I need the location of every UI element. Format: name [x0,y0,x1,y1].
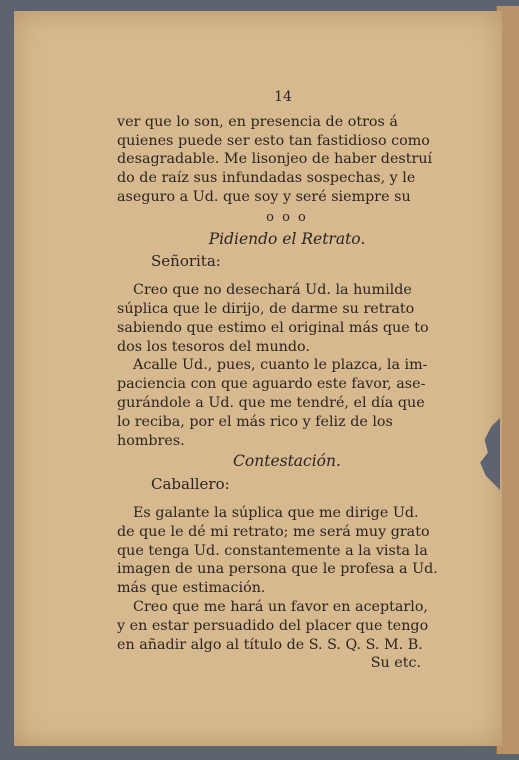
text-line: do de raíz sus infundadas sospechas, y le [117,170,416,187]
page-number: 14 [274,89,292,105]
section-ornament: o o o [266,209,308,225]
text-line: más que estimación. [117,580,266,597]
text-line: quienes puede ser esto tan fastidioso como [117,132,430,149]
paragraph-5 [117,598,457,654]
text-line: Es galante la súplica que me dirige Ud. [133,504,419,521]
salutation-caballero: Caballero: [151,475,230,494]
paragraph-4 [117,504,457,598]
text-line: aseguro a Ud. que soy y seré siempre su [117,188,411,205]
closing-line: Su etc. [370,655,421,672]
text-line: gurándole a Ud. que me tendré, el día que [117,394,425,411]
text-line: lo reciba, por el más rico y feliz de los [117,413,393,430]
text-line: Creo que no desechará Ud. la humilde [133,282,412,299]
text-line: ver que lo son, en presencia de otros á [117,113,398,130]
page-text [117,88,457,673]
section-heading-request: Pidiendo el Retrato. [208,229,366,248]
text-line: súplica que le dirijo, de darme su retrato [117,300,415,317]
paragraph-1 [117,113,457,207]
text-line: de que le dé mi retrato; me será muy grato [117,523,430,540]
text-line: en añadir algo al título de S. S. Q. S. M. B. [117,636,423,653]
text-line: hombres. [117,432,185,449]
text-line: que tenga Ud. constantemente a la vista la [117,542,428,559]
paragraph-3 [117,356,457,450]
text-line: paciencia con que aguardo este favor, ase- [117,376,426,393]
section-heading-reply: Contestación. [233,452,341,471]
paragraph-2 [117,281,457,356]
text-line: dos los tesoros del mundo. [117,338,310,355]
text-line: imagen de una persona que le profesa a Ud. [117,561,438,578]
salutation-senorita: Señorita: [151,252,221,271]
text-line: Acalle Ud., pues, cuanto le plazca, la im- [133,357,428,374]
text-line: desagradable. Me lisonjeo de haber destruí [117,151,433,168]
text-line: sabiendo que estimo el original más que to [117,319,429,336]
text-line: Creo que me hará un favor en aceptarlo, [133,598,428,615]
text-line: y en estar persuadido del placer que tengo [117,617,429,634]
